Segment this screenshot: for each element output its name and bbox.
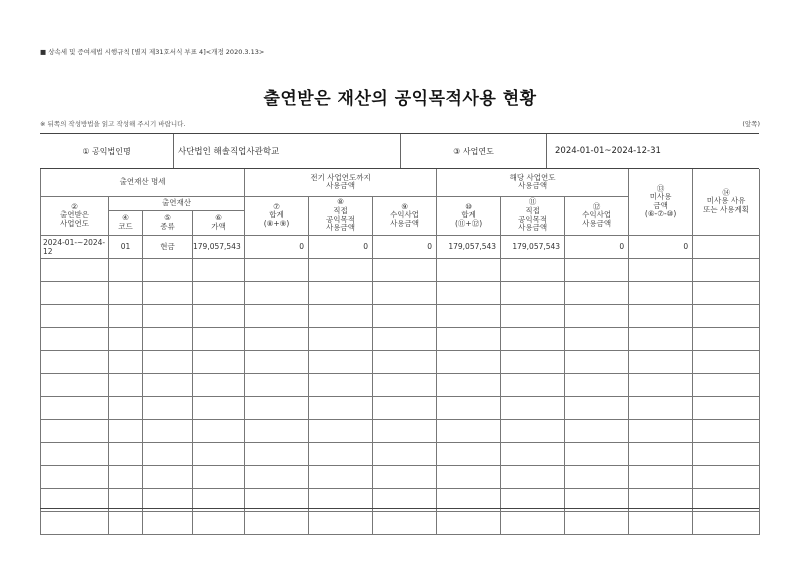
empty-cell[interactable] bbox=[245, 258, 309, 281]
empty-cell[interactable] bbox=[629, 281, 693, 304]
code-header: ④ 코드 bbox=[109, 210, 143, 235]
table-row bbox=[41, 281, 760, 304]
empty-cell[interactable] bbox=[143, 258, 193, 281]
empty-cell[interactable] bbox=[565, 373, 629, 396]
empty-cell[interactable] bbox=[109, 396, 143, 419]
empty-cell[interactable] bbox=[309, 304, 373, 327]
reason-cell[interactable] bbox=[693, 235, 760, 258]
empty-cell[interactable] bbox=[437, 281, 501, 304]
empty-cell[interactable] bbox=[41, 373, 109, 396]
empty-cell[interactable] bbox=[109, 304, 143, 327]
empty-cell[interactable] bbox=[437, 442, 501, 465]
usage-table bbox=[40, 169, 760, 535]
unused-reason-header: ⑭ 미사용 사유 또는 사용계획 bbox=[693, 169, 760, 235]
empty-cell[interactable] bbox=[373, 304, 437, 327]
empty-cell[interactable] bbox=[309, 396, 373, 419]
cur-direct-header: ⑪ 직접 공익목적 사용금액 bbox=[501, 196, 565, 235]
empty-cell[interactable] bbox=[193, 396, 245, 419]
empty-cell[interactable] bbox=[373, 419, 437, 442]
empty-cell[interactable] bbox=[41, 327, 109, 350]
form-reference: ■ 상속세 및 증여세법 시행규칙 [별지 제31호서식 부표 4]<개정 2020.3.13> bbox=[40, 48, 265, 56]
empty-cell[interactable] bbox=[437, 511, 501, 534]
prev-profit-cell[interactable]: 0 bbox=[373, 235, 437, 258]
empty-cell[interactable] bbox=[143, 465, 193, 488]
empty-cell[interactable] bbox=[41, 442, 109, 465]
page-side-label: (앞쪽) bbox=[742, 120, 760, 128]
empty-cell[interactable] bbox=[309, 373, 373, 396]
property-group-header: 출연재산 bbox=[109, 196, 245, 210]
empty-cell[interactable] bbox=[565, 511, 629, 534]
prev-direct-header: ⑧ 직접 공익목적 사용금액 bbox=[309, 196, 373, 235]
empty-cell[interactable] bbox=[109, 350, 143, 373]
empty-cell[interactable] bbox=[193, 258, 245, 281]
empty-cell[interactable] bbox=[109, 465, 143, 488]
empty-cell[interactable] bbox=[309, 350, 373, 373]
table-row bbox=[41, 396, 760, 419]
empty-cell[interactable] bbox=[501, 373, 565, 396]
empty-cell[interactable] bbox=[501, 304, 565, 327]
table-row bbox=[41, 304, 760, 327]
table-row bbox=[41, 258, 760, 281]
empty-cell[interactable] bbox=[501, 465, 565, 488]
empty-cell[interactable] bbox=[565, 419, 629, 442]
empty-cell[interactable] bbox=[629, 419, 693, 442]
value-header: ⑥ 가액 bbox=[193, 210, 245, 235]
empty-cell[interactable] bbox=[245, 396, 309, 419]
empty-cell[interactable] bbox=[193, 327, 245, 350]
empty-cell[interactable] bbox=[693, 327, 760, 350]
empty-cell[interactable] bbox=[565, 258, 629, 281]
empty-cell[interactable] bbox=[309, 511, 373, 534]
empty-cell[interactable] bbox=[41, 396, 109, 419]
kind-cell[interactable]: 현금 bbox=[143, 235, 193, 258]
value-cell[interactable]: 179,057,543 bbox=[193, 235, 245, 258]
empty-cell[interactable] bbox=[501, 419, 565, 442]
empty-cell[interactable] bbox=[41, 258, 109, 281]
empty-cell[interactable] bbox=[373, 511, 437, 534]
cur-profit-header: ⑫ 수익사업 사용금액 bbox=[565, 196, 629, 235]
table-row bbox=[41, 350, 760, 373]
empty-cell[interactable] bbox=[143, 419, 193, 442]
table-row bbox=[41, 235, 760, 258]
empty-cell[interactable] bbox=[629, 373, 693, 396]
empty-cell[interactable] bbox=[437, 350, 501, 373]
empty-cell[interactable] bbox=[501, 258, 565, 281]
empty-cell[interactable] bbox=[41, 419, 109, 442]
cur-total-cell[interactable]: 179,057,543 bbox=[437, 235, 501, 258]
empty-cell[interactable] bbox=[143, 304, 193, 327]
empty-cell[interactable] bbox=[373, 258, 437, 281]
empty-cell[interactable] bbox=[565, 350, 629, 373]
prev-profit-header: ⑨ 수익사업 사용금액 bbox=[373, 196, 437, 235]
empty-cell[interactable] bbox=[245, 373, 309, 396]
empty-cell[interactable] bbox=[309, 281, 373, 304]
empty-cell[interactable] bbox=[245, 419, 309, 442]
received-year-cell[interactable]: 2024-01-~2024-12 bbox=[41, 235, 109, 258]
table-row bbox=[41, 419, 760, 442]
empty-cell[interactable] bbox=[629, 465, 693, 488]
empty-cell[interactable] bbox=[501, 281, 565, 304]
prev-total-cell[interactable]: 0 bbox=[245, 235, 309, 258]
empty-cell[interactable] bbox=[501, 350, 565, 373]
empty-cell[interactable] bbox=[373, 373, 437, 396]
empty-cell[interactable] bbox=[373, 327, 437, 350]
org-info-box bbox=[40, 133, 759, 169]
property-details-header: 출연재산 명세 bbox=[41, 169, 245, 196]
empty-cell[interactable] bbox=[501, 442, 565, 465]
empty-cell[interactable] bbox=[143, 281, 193, 304]
empty-cell[interactable] bbox=[693, 350, 760, 373]
empty-cell[interactable] bbox=[193, 442, 245, 465]
empty-cell[interactable] bbox=[41, 511, 109, 534]
empty-cell[interactable] bbox=[109, 511, 143, 534]
empty-cell[interactable] bbox=[629, 258, 693, 281]
empty-cell[interactable] bbox=[629, 327, 693, 350]
table-row bbox=[41, 373, 760, 396]
empty-cell[interactable] bbox=[565, 465, 629, 488]
empty-cell[interactable] bbox=[565, 281, 629, 304]
empty-cell[interactable] bbox=[373, 442, 437, 465]
empty-cell[interactable] bbox=[693, 258, 760, 281]
empty-cell[interactable] bbox=[693, 419, 760, 442]
table-row bbox=[41, 511, 760, 534]
empty-cell[interactable] bbox=[437, 396, 501, 419]
empty-cell[interactable] bbox=[693, 373, 760, 396]
empty-cell[interactable] bbox=[501, 327, 565, 350]
empty-cell[interactable] bbox=[437, 373, 501, 396]
empty-cell[interactable] bbox=[501, 511, 565, 534]
empty-cell[interactable] bbox=[693, 442, 760, 465]
empty-cell[interactable] bbox=[245, 350, 309, 373]
table-row bbox=[41, 442, 760, 465]
empty-cell[interactable] bbox=[109, 327, 143, 350]
empty-cell[interactable] bbox=[193, 511, 245, 534]
table-row bbox=[41, 327, 760, 350]
cur-total-header: ⑩ 합계 (⑪+⑫) bbox=[437, 196, 501, 235]
empty-cell[interactable] bbox=[437, 419, 501, 442]
empty-cell[interactable] bbox=[245, 511, 309, 534]
table-bottom-rule bbox=[40, 508, 759, 509]
empty-cell[interactable] bbox=[565, 304, 629, 327]
prev-direct-cell[interactable]: 0 bbox=[309, 235, 373, 258]
empty-cell[interactable] bbox=[309, 419, 373, 442]
empty-cell[interactable] bbox=[143, 373, 193, 396]
instruction-note: ※ 뒤쪽의 작성방법을 읽고 작성해 주시기 바랍니다. bbox=[40, 120, 186, 128]
empty-cell[interactable] bbox=[565, 327, 629, 350]
cur-profit-cell[interactable]: 0 bbox=[565, 235, 629, 258]
business-year-value[interactable]: 2024-01-01~2024-12-31 bbox=[555, 146, 661, 156]
org-name-value[interactable]: 사단법인 해솔직업사관학교 bbox=[174, 134, 401, 168]
org-name-label: ① 공익법인명 bbox=[40, 134, 174, 168]
empty-cell[interactable] bbox=[109, 258, 143, 281]
empty-cell[interactable] bbox=[41, 350, 109, 373]
empty-cell[interactable] bbox=[437, 465, 501, 488]
empty-cell[interactable] bbox=[373, 465, 437, 488]
empty-cell[interactable] bbox=[309, 327, 373, 350]
empty-cell[interactable] bbox=[143, 396, 193, 419]
empty-cell[interactable] bbox=[193, 304, 245, 327]
empty-cell[interactable] bbox=[437, 327, 501, 350]
current-year-header: 해당 사업연도 사용금액 bbox=[437, 169, 629, 196]
cur-direct-cell[interactable]: 179,057,543 bbox=[501, 235, 565, 258]
empty-cell[interactable] bbox=[193, 465, 245, 488]
received-year-header: ② 출연받은 사업연도 bbox=[41, 196, 109, 235]
page-title: 출연받은 재산의 공익목적사용 현황 bbox=[263, 89, 537, 109]
empty-cell[interactable] bbox=[109, 419, 143, 442]
empty-cell[interactable] bbox=[693, 511, 760, 534]
empty-cell[interactable] bbox=[109, 281, 143, 304]
empty-cell[interactable] bbox=[245, 465, 309, 488]
kind-header: ⑤ 종류 bbox=[143, 210, 193, 235]
empty-cell[interactable] bbox=[143, 350, 193, 373]
empty-cell[interactable] bbox=[693, 465, 760, 488]
table-row bbox=[41, 465, 760, 488]
unused-cell[interactable]: 0 bbox=[629, 235, 693, 258]
empty-cell[interactable] bbox=[309, 465, 373, 488]
prev-total-header: ⑦ 합계 (⑧+⑨) bbox=[245, 196, 309, 235]
empty-cell[interactable] bbox=[693, 304, 760, 327]
empty-cell[interactable] bbox=[193, 373, 245, 396]
empty-cell[interactable] bbox=[373, 281, 437, 304]
empty-cell[interactable] bbox=[143, 327, 193, 350]
empty-cell[interactable] bbox=[245, 281, 309, 304]
empty-cell[interactable] bbox=[143, 442, 193, 465]
empty-cell[interactable] bbox=[41, 281, 109, 304]
empty-cell[interactable] bbox=[41, 304, 109, 327]
unused-amount-header: ⑬ 미사용 금액 (⑥-⑦-⑩) bbox=[629, 169, 693, 235]
empty-cell[interactable] bbox=[245, 327, 309, 350]
empty-cell[interactable] bbox=[501, 396, 565, 419]
prev-years-header: 전기 사업연도까지 사용금액 bbox=[245, 169, 437, 196]
empty-cell[interactable] bbox=[565, 442, 629, 465]
empty-cell[interactable] bbox=[309, 258, 373, 281]
empty-cell[interactable] bbox=[437, 258, 501, 281]
code-cell[interactable]: 01 bbox=[109, 235, 143, 258]
empty-cell[interactable] bbox=[245, 442, 309, 465]
empty-cell[interactable] bbox=[245, 304, 309, 327]
empty-cell[interactable] bbox=[629, 511, 693, 534]
empty-cell[interactable] bbox=[41, 465, 109, 488]
empty-cell[interactable] bbox=[143, 511, 193, 534]
empty-cell[interactable] bbox=[437, 304, 501, 327]
empty-cell[interactable] bbox=[629, 442, 693, 465]
empty-cell[interactable] bbox=[193, 281, 245, 304]
empty-cell[interactable] bbox=[373, 396, 437, 419]
empty-cell[interactable] bbox=[565, 396, 629, 419]
empty-cell[interactable] bbox=[193, 350, 245, 373]
empty-cell[interactable] bbox=[693, 396, 760, 419]
empty-cell[interactable] bbox=[693, 281, 760, 304]
empty-cell[interactable] bbox=[193, 419, 245, 442]
empty-cell[interactable] bbox=[629, 396, 693, 419]
empty-cell[interactable] bbox=[109, 373, 143, 396]
business-year-label: ③ 사업연도 bbox=[401, 134, 547, 168]
empty-cell[interactable] bbox=[629, 304, 693, 327]
empty-cell[interactable] bbox=[309, 442, 373, 465]
empty-cell[interactable] bbox=[109, 442, 143, 465]
empty-cell[interactable] bbox=[629, 350, 693, 373]
empty-cell[interactable] bbox=[373, 350, 437, 373]
